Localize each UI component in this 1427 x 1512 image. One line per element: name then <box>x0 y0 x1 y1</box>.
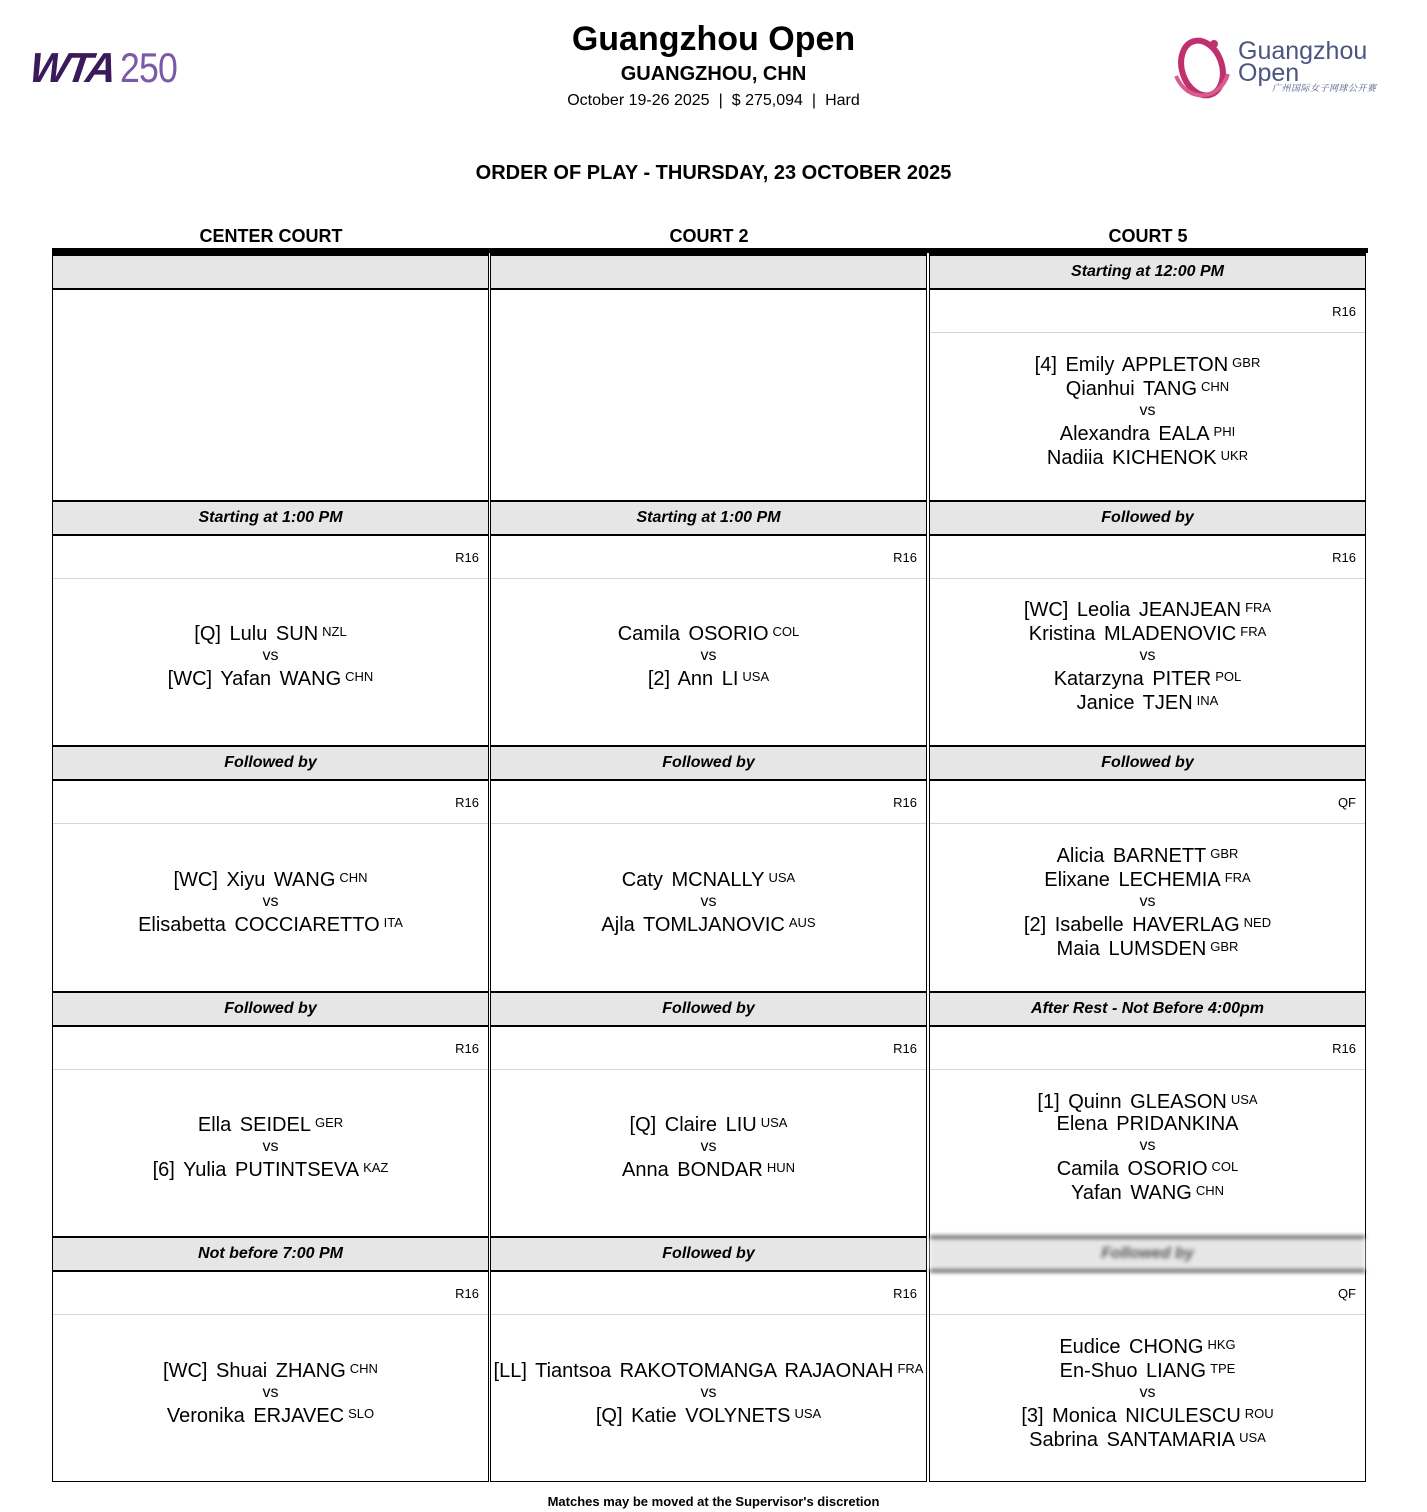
player-last-name: LIU <box>725 1114 757 1136</box>
player-first-name: Nadiia <box>1046 446 1104 469</box>
player-line <box>1044 867 1250 891</box>
player-last-name: NICULESCU <box>1125 1405 1241 1427</box>
player-last-name: COCCIARETTO <box>234 913 380 936</box>
player-first-name: Maia <box>1056 937 1100 960</box>
versus-label: vs <box>700 892 717 910</box>
player-line <box>494 1358 924 1382</box>
match-slot <box>491 1236 926 1483</box>
player-seed: [4] <box>1034 353 1057 376</box>
player-last-name: HAVERLAG <box>1132 913 1240 936</box>
player-first-name: Xiyu <box>226 868 266 891</box>
match-round: R16 <box>455 550 479 565</box>
player-first-name: Yafan <box>1071 1182 1122 1204</box>
player-first-name: Claire <box>664 1114 718 1136</box>
tournament-city: GUANGZHOU, CHN <box>620 63 807 85</box>
tournament-dates: October 19-26 2025 <box>567 92 710 109</box>
player-line <box>1024 597 1271 621</box>
player-first-name: Elisabetta <box>138 913 226 936</box>
slot-time-header: Followed by <box>491 1236 926 1272</box>
player-line <box>163 1358 378 1382</box>
match-players <box>53 580 488 745</box>
player-nationality: SLO <box>348 1406 375 1421</box>
player-first-name: Emily <box>1065 353 1115 376</box>
player-first-name: Eudice <box>1059 1336 1121 1358</box>
court-header-court5: COURT 5 <box>1108 226 1188 246</box>
versus-label: vs <box>1139 1384 1156 1401</box>
player-last-name: BONDAR <box>677 1159 763 1181</box>
wta-logo-text: WTA <box>26 44 117 91</box>
footer-note: Matches may be moved at the Supervisor's discretion <box>547 1494 880 1509</box>
versus-label: vs <box>700 1384 717 1401</box>
slot-time-header: Not before 7:00 PM <box>53 1236 488 1272</box>
player-first-name: Monica <box>1052 1405 1117 1427</box>
match-slot <box>930 991 1365 1236</box>
player-line <box>153 1157 389 1181</box>
player-first-name: Alexandra <box>1059 422 1150 445</box>
player-line <box>596 1403 821 1427</box>
match-players <box>53 1316 488 1483</box>
player-last-name: GLEASON <box>1130 1091 1227 1113</box>
player-line <box>194 621 346 645</box>
player-seed: [Q] <box>629 1114 657 1136</box>
round-divider <box>491 1069 926 1070</box>
match-players <box>53 825 488 991</box>
player-seed: [2] <box>1023 913 1047 936</box>
player-line <box>601 912 815 936</box>
match-slot <box>53 991 488 1236</box>
slot-time-header: Followed by <box>930 500 1365 536</box>
player-seed: [Q] <box>194 623 221 645</box>
player-last-name: RAKOTOMANGA RAJAONAH <box>619 1360 894 1382</box>
player-last-name: LECHEMIA <box>1118 868 1221 891</box>
tournament-surface: Hard <box>825 92 860 109</box>
match-slot <box>53 500 488 745</box>
match-round: R16 <box>1332 550 1356 565</box>
schedule-grid <box>52 253 1368 1482</box>
player-nationality: CHN <box>1201 378 1230 394</box>
player-last-name: SANTAMARIA <box>1106 1429 1236 1451</box>
player-nationality: GER <box>314 1115 344 1130</box>
player-line <box>138 912 403 936</box>
player-nationality: CHN <box>339 869 368 885</box>
match-slot <box>491 745 926 991</box>
match-players <box>930 1316 1365 1483</box>
event-logo-chinese: 广州国际女子网球公开赛 <box>1272 83 1377 93</box>
player-line <box>1060 1358 1236 1382</box>
versus-label: vs <box>262 1138 279 1155</box>
match-slot <box>491 500 926 745</box>
player-line <box>173 867 367 891</box>
match-round: R16 <box>455 795 479 810</box>
tournament-title: Guangzhou Open <box>571 20 856 58</box>
player-first-name: Qianhui <box>1065 377 1135 400</box>
player-first-name: Tiantsoa <box>535 1360 612 1382</box>
player-last-name: TANG <box>1142 377 1198 400</box>
player-first-name: Lulu <box>229 623 268 645</box>
player-last-name: PRIDANKINA <box>1116 1113 1239 1135</box>
player-last-name: ZHANG <box>275 1360 346 1382</box>
player-last-name: ERJAVEC <box>253 1405 345 1427</box>
player-seed: [WC] <box>173 868 218 891</box>
match-players <box>491 1316 926 1483</box>
court-column-court2 <box>490 253 927 1482</box>
player-last-name: LUMSDEN <box>1108 937 1207 960</box>
player-nationality: GBR <box>1210 845 1239 861</box>
slot-time-header: Starting at 1:00 PM <box>53 500 488 536</box>
slot-time-header: After Rest - Not Before 4:00pm <box>930 991 1365 1027</box>
match-round: R16 <box>1332 1041 1356 1056</box>
match-slot <box>53 745 488 991</box>
player-last-name: JEANJEAN <box>1138 599 1242 621</box>
player-first-name: Yafan <box>220 668 272 690</box>
player-nationality: USA <box>760 1115 788 1130</box>
player-nationality: NED <box>1243 914 1272 930</box>
player-nationality: FRA <box>1240 624 1267 639</box>
round-divider <box>930 1314 1365 1315</box>
player-first-name: Camila <box>617 623 680 645</box>
slot-time-header: Starting at 1:00 PM <box>491 500 926 536</box>
player-first-name: Janice <box>1076 692 1135 714</box>
event-logo-line2: Open <box>1238 59 1300 87</box>
player-last-name: MLADENOVIC <box>1104 623 1237 645</box>
player-nationality: NZL <box>322 624 347 639</box>
player-last-name: SEIDEL <box>239 1114 311 1136</box>
match-players <box>491 580 926 745</box>
player-last-name: BARNETT <box>1112 844 1207 867</box>
match-round: R16 <box>893 550 917 565</box>
player-first-name: Kristina <box>1028 623 1096 645</box>
player-line <box>1021 1403 1273 1427</box>
player-nationality: TPE <box>1210 1361 1236 1376</box>
player-first-name: Yulia <box>183 1159 227 1181</box>
match-slot <box>930 745 1365 991</box>
match-round: R16 <box>1332 304 1356 319</box>
slot-time-header: Followed by <box>53 991 488 1027</box>
player-line <box>1024 912 1271 936</box>
slot-time-header: Followed by <box>491 991 926 1027</box>
versus-label: vs <box>700 647 717 664</box>
slot-time-header: Followed by <box>491 745 926 781</box>
player-first-name: Leolia <box>1076 599 1131 621</box>
player-nationality: UKR <box>1220 447 1249 463</box>
player-last-name: EALA <box>1158 422 1210 445</box>
versus-label: vs <box>262 892 279 910</box>
player-line <box>1057 843 1239 867</box>
versus-label: vs <box>700 1138 717 1155</box>
player-nationality: INA <box>1196 693 1219 708</box>
player-nationality: FRA <box>897 1361 924 1376</box>
versus-label: vs <box>1139 647 1156 664</box>
round-divider <box>53 823 488 824</box>
round-divider <box>930 1069 1365 1070</box>
player-first-name: Alicia <box>1056 844 1105 867</box>
slot-time-header <box>53 254 488 290</box>
player-nationality: USA <box>768 869 796 885</box>
player-seed: [3] <box>1021 1405 1044 1427</box>
player-last-name: WANG <box>279 668 342 690</box>
player-last-name: APPLETON <box>1121 353 1229 376</box>
player-first-name: Quinn <box>1068 1091 1122 1113</box>
player-first-name: Shuai <box>216 1360 268 1382</box>
court-header-center: CENTER COURT <box>199 226 343 246</box>
round-divider <box>491 578 926 579</box>
match-slot <box>491 254 926 500</box>
player-first-name: Sabrina <box>1029 1429 1099 1451</box>
player-line <box>1057 1156 1239 1180</box>
court-column-court5 <box>929 253 1366 1482</box>
match-round: R16 <box>893 1041 917 1056</box>
round-divider <box>53 1069 488 1070</box>
player-first-name: Caty <box>621 868 663 891</box>
match-slot <box>930 1236 1365 1483</box>
player-seed: [6] <box>152 1159 175 1181</box>
versus-label: vs <box>1139 401 1156 419</box>
match-players <box>930 1071 1365 1236</box>
round-divider <box>53 578 488 579</box>
player-nationality: GBR <box>1232 354 1261 370</box>
round-divider <box>491 1314 926 1315</box>
player-last-name: TJEN <box>1142 692 1193 714</box>
player-nationality: HKG <box>1207 1337 1236 1352</box>
player-first-name: En-Shuo <box>1059 1360 1138 1382</box>
player-line <box>167 1403 374 1427</box>
player-last-name: KICHENOK <box>1112 446 1217 469</box>
event-logo-line1: Guangzhou <box>1238 37 1368 65</box>
player-nationality: USA <box>1239 1430 1266 1445</box>
player-last-name: PITER <box>1152 668 1212 690</box>
match-slot <box>53 254 488 500</box>
match-players <box>491 825 926 991</box>
player-line <box>630 1112 788 1136</box>
player-first-name: Elixane <box>1044 868 1110 891</box>
player-first-name: Camila <box>1056 1158 1119 1180</box>
player-last-name: LIANG <box>1146 1360 1207 1382</box>
versus-label: vs <box>1139 1137 1156 1154</box>
player-last-name: OSORIO <box>1127 1158 1208 1180</box>
player-nationality: AUS <box>788 914 816 930</box>
player-last-name: PUTINTSEVA <box>235 1159 360 1181</box>
match-players <box>491 1071 926 1236</box>
player-last-name: MCNALLY <box>671 868 765 891</box>
slot-time-header: Followed by <box>53 745 488 781</box>
player-line <box>1035 352 1261 376</box>
player-last-name: CHONG <box>1129 1336 1204 1358</box>
player-line <box>648 666 769 690</box>
player-nationality: HUN <box>766 1160 796 1175</box>
order-of-play-title: ORDER OF PLAY - THURSDAY, 23 OCTOBER 2025 <box>475 162 952 184</box>
player-seed: [Q] <box>595 1405 623 1427</box>
tournament-prize: $ 275,094 <box>731 92 803 109</box>
match-slot <box>930 254 1365 500</box>
player-line <box>1047 445 1248 469</box>
player-seed: [1] <box>1037 1091 1060 1113</box>
player-nationality: COL <box>772 624 800 639</box>
player-last-name: LI <box>721 668 739 690</box>
player-nationality: CHN <box>345 669 374 684</box>
player-first-name: Ajla <box>601 913 635 936</box>
player-first-name: Ann <box>677 668 714 690</box>
tournament-info: October 19-26 2025 | $ 275,094 | Hard <box>567 92 860 109</box>
player-nationality: CHN <box>349 1361 378 1376</box>
match-slot <box>491 991 926 1236</box>
match-round: R16 <box>455 1041 479 1056</box>
match-round: R16 <box>893 795 917 810</box>
player-nationality: COL <box>1211 1159 1239 1174</box>
player-first-name: Ella <box>197 1114 232 1136</box>
player-first-name: Isabelle <box>1054 913 1124 936</box>
round-divider <box>930 332 1365 333</box>
player-last-name: WANG <box>1130 1182 1192 1204</box>
match-players <box>53 1071 488 1236</box>
player-line <box>1071 1180 1224 1204</box>
versus-label: vs <box>262 1384 279 1401</box>
player-line <box>168 666 374 690</box>
match-slot <box>53 1236 488 1483</box>
player-seed: [2] <box>647 668 671 690</box>
player-line <box>622 1157 795 1181</box>
player-first-name: Veronika <box>166 1405 245 1427</box>
player-nationality: FRA <box>1245 600 1272 615</box>
player-line <box>1029 621 1267 645</box>
player-nationality: USA <box>1230 1092 1258 1107</box>
player-nationality: GBR <box>1210 938 1239 954</box>
player-seed: [WC] <box>1023 599 1069 621</box>
player-line <box>1066 376 1229 400</box>
court-header-court2: COURT 2 <box>669 226 749 246</box>
player-nationality: ROU <box>1244 1406 1274 1421</box>
player-nationality: POL <box>1215 669 1242 684</box>
player-last-name: WANG <box>273 868 336 891</box>
court-column-center <box>52 253 489 1482</box>
player-nationality: CHN <box>1195 1183 1224 1198</box>
player-line <box>1029 1427 1266 1451</box>
player-line <box>1060 421 1235 445</box>
player-first-name: Elena <box>1056 1113 1108 1135</box>
slot-time-header: Followed by <box>930 1236 1365 1272</box>
match-players <box>930 334 1365 500</box>
player-seed: [WC] <box>167 668 213 690</box>
player-line <box>1037 1089 1257 1113</box>
player-last-name: SUN <box>275 623 319 645</box>
match-round: R16 <box>893 1286 917 1301</box>
player-first-name: Anna <box>621 1159 669 1181</box>
slot-time-header <box>491 254 926 290</box>
player-line <box>1077 690 1219 714</box>
versus-label: vs <box>262 647 279 664</box>
player-nationality: ITA <box>383 914 403 930</box>
player-nationality: USA <box>794 1406 822 1421</box>
player-last-name: TOMLJANOVIC <box>642 913 785 936</box>
player-seed: [LL] <box>493 1360 527 1382</box>
player-line <box>198 1112 343 1136</box>
match-round: QF <box>1337 1286 1356 1301</box>
player-last-name: OSORIO <box>688 623 769 645</box>
wta-tier-text: 250 <box>119 44 177 91</box>
round-divider <box>930 578 1365 579</box>
match-slot <box>930 500 1365 745</box>
match-players <box>930 580 1365 745</box>
player-line <box>1057 936 1239 960</box>
player-nationality: FRA <box>1224 869 1251 885</box>
round-divider <box>53 1314 488 1315</box>
player-nationality: KAZ <box>363 1160 389 1175</box>
player-last-name: VOLYNETS <box>685 1405 791 1427</box>
player-line <box>1057 1113 1239 1135</box>
player-nationality: PHI <box>1213 423 1236 439</box>
match-players <box>930 825 1365 991</box>
player-line <box>1054 666 1242 690</box>
versus-label: vs <box>1139 892 1156 910</box>
match-round: QF <box>1337 795 1356 810</box>
match-round: R16 <box>455 1286 479 1301</box>
player-seed: [WC] <box>163 1360 208 1382</box>
player-nationality: USA <box>742 669 770 684</box>
player-line <box>622 867 795 891</box>
player-line <box>1059 1334 1235 1358</box>
player-first-name: Katie <box>631 1405 677 1427</box>
player-first-name: Katarzyna <box>1053 668 1144 690</box>
round-divider <box>491 823 926 824</box>
player-line <box>618 621 800 645</box>
slot-time-header: Starting at 12:00 PM <box>930 254 1365 290</box>
round-divider <box>930 823 1365 824</box>
slot-time-header: Followed by <box>930 745 1365 781</box>
